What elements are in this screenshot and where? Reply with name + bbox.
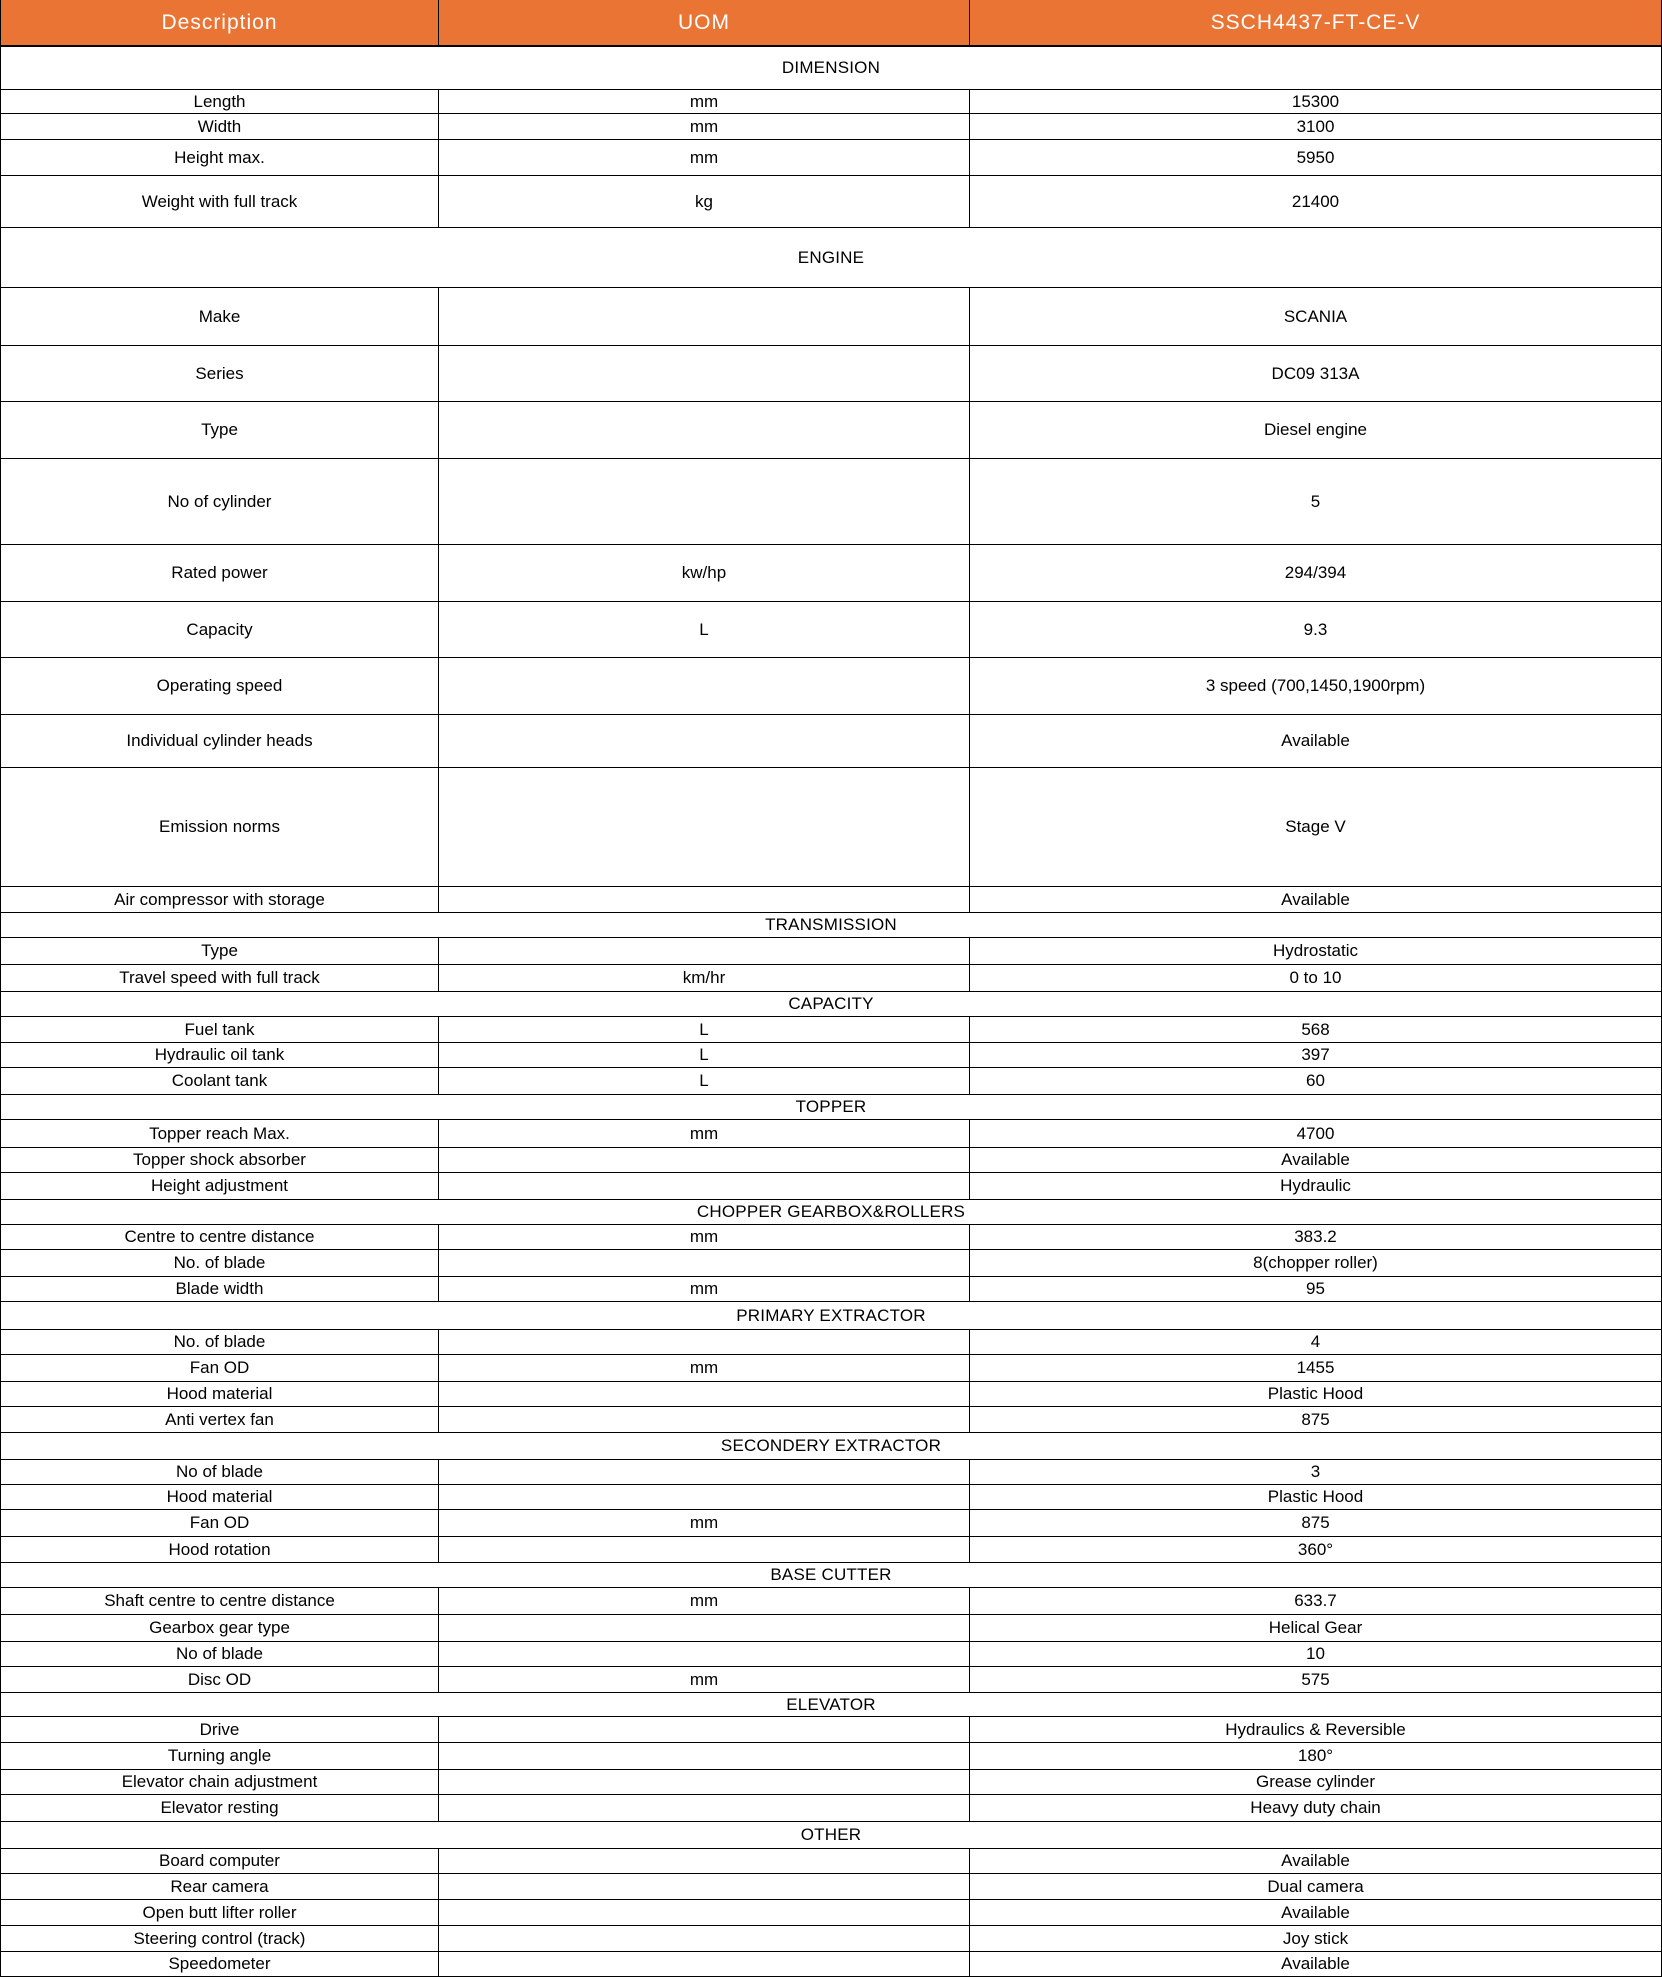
value-cell: Plastic Hood [969, 1382, 1661, 1406]
uom-cell [438, 768, 969, 886]
section-title: CHOPPER GEARBOX&ROLLERS [696, 1202, 966, 1222]
description-cell: Type [201, 941, 238, 961]
uom-cell [438, 1795, 969, 1821]
section-title: TRANSMISSION [765, 915, 897, 935]
value-cell: 60 [969, 1068, 1661, 1094]
description-cell: Speedometer [168, 1954, 271, 1974]
uom-cell: mm [438, 1510, 969, 1536]
description-cell: Blade width [175, 1279, 264, 1299]
spec-row-rated-power [1, 545, 1661, 602]
description-cell: Turning angle [167, 1746, 272, 1766]
value-cell: Helical Gear [969, 1615, 1661, 1641]
value-cell: 294/394 [969, 545, 1661, 601]
header-col-model: SSCH4437-FT-CE-V [969, 0, 1661, 45]
uom-cell [438, 1330, 969, 1354]
description-cell: Topper shock absorber [133, 1150, 306, 1170]
spec-row-no-of-blade [1, 1460, 1661, 1485]
value-cell: 3 speed (700,1450,1900rpm) [969, 658, 1661, 714]
section-title: PRIMARY EXTRACTOR [736, 1305, 926, 1325]
description-cell: Fan OD [189, 1358, 250, 1378]
spec-row-drive [1, 1717, 1661, 1743]
description-cell: Height max. [174, 147, 265, 167]
description-cell: Air compressor with storage [114, 889, 325, 909]
description-cell: Anti vertex fan [165, 1409, 274, 1429]
description-cell: Elevator resting [160, 1798, 279, 1818]
spec-row-make [1, 288, 1661, 346]
uom-cell: mm [438, 1120, 969, 1147]
value-cell: 3 [969, 1460, 1661, 1484]
spec-row-no-of-blade [1, 1250, 1661, 1277]
value-cell: Stage V [969, 768, 1661, 886]
uom-cell [438, 1900, 969, 1925]
value-cell: 383.2 [969, 1225, 1661, 1249]
description-cell: Hood rotation [168, 1539, 271, 1559]
uom-cell [438, 1615, 969, 1641]
value-cell: 360° [969, 1537, 1661, 1562]
spec-row-type [1, 402, 1661, 459]
value-cell: 8(chopper roller) [969, 1250, 1661, 1276]
value-cell: Dual camera [969, 1874, 1661, 1899]
uom-cell: kg [438, 176, 969, 227]
description-cell: Disc OD [187, 1669, 252, 1689]
spec-row-length [1, 90, 1661, 114]
uom-cell [438, 715, 969, 767]
description-cell: Coolant tank [171, 1071, 268, 1091]
spec-row-no-of-blade [1, 1330, 1661, 1355]
uom-cell: mm [438, 1277, 969, 1301]
value-cell: 180° [969, 1743, 1661, 1769]
value-cell: 633.7 [969, 1588, 1661, 1614]
spec-row-board-computer [1, 1849, 1661, 1874]
spec-row-topper-reach-max [1, 1120, 1661, 1148]
spec-row-topper-shock-absorber [1, 1148, 1661, 1173]
description-cell: Hydraulic oil tank [154, 1045, 285, 1065]
value-cell: 0 to 10 [969, 965, 1661, 991]
description-cell: Travel speed with full track [119, 968, 320, 988]
spec-row-disc-od [1, 1667, 1661, 1693]
uom-cell: mm [438, 1588, 969, 1614]
description-cell: Drive [199, 1719, 240, 1739]
spec-row-no-of-blade [1, 1642, 1661, 1667]
uom-cell: mm [438, 1667, 969, 1692]
uom-cell [438, 459, 969, 544]
section-row-other [1, 1822, 1661, 1849]
spec-row-hood-rotation [1, 1537, 1661, 1563]
spec-row-anti-vertex-fan [1, 1407, 1661, 1433]
spec-row-turning-angle [1, 1743, 1661, 1770]
uom-cell: L [438, 602, 969, 657]
spec-row-hydraulic-oil-tank [1, 1043, 1661, 1068]
spec-row-width [1, 114, 1661, 140]
spec-row-fan-od [1, 1355, 1661, 1382]
uom-cell: mm [438, 1355, 969, 1381]
uom-cell [438, 1952, 969, 1976]
uom-cell: kw/hp [438, 545, 969, 601]
uom-cell: mm [438, 90, 969, 113]
section-row-base-cutter [1, 1563, 1661, 1588]
description-cell: Operating speed [156, 676, 283, 696]
value-cell: 10 [969, 1642, 1661, 1666]
uom-cell: L [438, 1017, 969, 1042]
uom-cell [438, 1460, 969, 1484]
description-cell: Rear camera [170, 1876, 269, 1896]
spec-row-open-butt-lifter-roller [1, 1900, 1661, 1926]
description-cell: Capacity [186, 619, 253, 639]
uom-cell [438, 1382, 969, 1406]
section-row-capacity [1, 992, 1661, 1017]
value-cell: Heavy duty chain [969, 1795, 1661, 1821]
description-cell: Emission norms [159, 817, 280, 837]
description-cell: No of blade [176, 1462, 263, 1482]
section-title: DIMENSION [781, 58, 881, 78]
value-cell: 875 [969, 1407, 1661, 1432]
header-col-description: Description [161, 10, 278, 34]
spec-row-travel-speed-with-full-track [1, 965, 1661, 992]
value-cell: 875 [969, 1510, 1661, 1536]
section-row-dimension [1, 47, 1661, 90]
section-title: BASE CUTTER [770, 1565, 892, 1585]
spec-row-blade-width [1, 1277, 1661, 1302]
spec-row-air-compressor-with-storage [1, 887, 1661, 913]
uom-cell [438, 1642, 969, 1666]
section-row-topper [1, 1095, 1661, 1120]
uom-cell [438, 1849, 969, 1873]
value-cell: Available [969, 1148, 1661, 1172]
spec-row-series [1, 346, 1661, 402]
spec-row-elevator-resting [1, 1795, 1661, 1822]
uom-cell: km/hr [438, 965, 969, 991]
spec-row-individual-cylinder-heads [1, 715, 1661, 768]
spec-row-speedometer [1, 1952, 1661, 1977]
description-cell: Weight with full track [141, 191, 298, 211]
value-cell: Available [969, 887, 1661, 912]
value-cell: DC09 313A [969, 346, 1661, 401]
table-header-row [1, 0, 1661, 47]
uom-cell [438, 1717, 969, 1742]
spec-row-height-max [1, 140, 1661, 176]
spec-row-fuel-tank [1, 1017, 1661, 1043]
section-title: SECONDERY EXTRACTOR [720, 1436, 942, 1456]
description-cell: Steering control (track) [133, 1928, 306, 1948]
value-cell: SCANIA [969, 288, 1661, 345]
header-col-uom: UOM [438, 0, 969, 45]
value-cell: 397 [969, 1043, 1661, 1067]
description-cell: No of cylinder [167, 491, 272, 511]
uom-cell [438, 1537, 969, 1562]
description-cell: Individual cylinder heads [126, 731, 313, 751]
description-cell: No. of blade [173, 1253, 266, 1273]
description-cell: Elevator chain adjustment [121, 1772, 318, 1792]
description-cell: Hood material [166, 1487, 273, 1507]
description-cell: Fan OD [189, 1513, 250, 1533]
value-cell: 5950 [969, 140, 1661, 175]
uom-cell [438, 1407, 969, 1432]
uom-cell: L [438, 1043, 969, 1067]
uom-cell [438, 1874, 969, 1899]
description-cell: No. of blade [173, 1332, 266, 1352]
value-cell: 1455 [969, 1355, 1661, 1381]
uom-cell [438, 288, 969, 345]
table-body [1, 47, 1661, 1977]
uom-cell [438, 402, 969, 458]
value-cell: 568 [969, 1017, 1661, 1042]
uom-cell: L [438, 1068, 969, 1094]
spec-row-gearbox-gear-type [1, 1615, 1661, 1642]
spec-row-centre-to-centre-distance [1, 1225, 1661, 1250]
uom-cell [438, 1770, 969, 1794]
description-cell: Gearbox gear type [149, 1618, 290, 1638]
spec-row-operating-speed [1, 658, 1661, 715]
spec-row-hood-material [1, 1382, 1661, 1407]
value-cell: 95 [969, 1277, 1661, 1301]
description-cell: Fuel tank [184, 1019, 255, 1039]
uom-cell: mm [438, 1225, 969, 1249]
description-cell: Board computer [159, 1851, 280, 1871]
value-cell: Available [969, 1900, 1661, 1925]
section-title: OTHER [800, 1825, 862, 1845]
section-row-chopper-gearbox-rollers [1, 1200, 1661, 1225]
uom-cell [438, 658, 969, 714]
description-cell: Hood material [166, 1384, 273, 1404]
spec-row-coolant-tank [1, 1068, 1661, 1095]
value-cell: 575 [969, 1667, 1661, 1692]
value-cell: 3100 [969, 114, 1661, 139]
spec-row-no-of-cylinder [1, 459, 1661, 545]
description-cell: Open butt lifter roller [142, 1902, 297, 1922]
value-cell: 15300 [969, 90, 1661, 113]
uom-cell [438, 1173, 969, 1199]
spec-row-hood-material [1, 1485, 1661, 1510]
description-cell: Length [193, 91, 246, 111]
section-title: ENGINE [797, 247, 865, 267]
spec-row-shaft-centre-to-centre-distance [1, 1588, 1661, 1615]
spec-row-emission-norms [1, 768, 1661, 887]
value-cell: Available [969, 1849, 1661, 1873]
spec-row-height-adjustment [1, 1173, 1661, 1200]
value-cell: Hydrostatic [969, 938, 1661, 964]
uom-cell [438, 1148, 969, 1172]
value-cell: 4700 [969, 1120, 1661, 1147]
value-cell: Diesel engine [969, 402, 1661, 458]
description-cell: Height adjustment [150, 1176, 289, 1196]
description-cell: Make [198, 306, 241, 326]
description-cell: No of blade [176, 1644, 263, 1664]
section-row-primary-extractor [1, 1302, 1661, 1330]
value-cell: Available [969, 1952, 1661, 1976]
description-cell: Centre to centre distance [124, 1227, 315, 1247]
uom-cell [438, 1485, 969, 1509]
value-cell: Grease cylinder [969, 1770, 1661, 1794]
spec-row-rear-camera [1, 1874, 1661, 1900]
value-cell: 4 [969, 1330, 1661, 1354]
description-cell: Rated power [171, 563, 268, 583]
uom-cell: mm [438, 114, 969, 139]
value-cell: 9.3 [969, 602, 1661, 657]
uom-cell [438, 1743, 969, 1769]
description-cell: Shaft centre to centre distance [104, 1591, 335, 1611]
section-row-engine [1, 228, 1661, 288]
section-row-secondery-extractor [1, 1433, 1661, 1460]
section-title: TOPPER [795, 1097, 867, 1117]
spec-row-weight-with-full-track [1, 176, 1661, 228]
description-cell: Topper reach Max. [149, 1123, 290, 1143]
spec-row-type [1, 938, 1661, 965]
description-cell: Type [201, 420, 238, 440]
section-row-elevator [1, 1693, 1661, 1717]
uom-cell [438, 887, 969, 912]
description-cell: Series [195, 363, 244, 383]
value-cell: 21400 [969, 176, 1661, 227]
value-cell: Hydraulics & Reversible [969, 1717, 1661, 1742]
uom-cell [438, 1250, 969, 1276]
uom-cell [438, 346, 969, 401]
uom-cell [438, 1926, 969, 1951]
value-cell: Hydraulic [969, 1173, 1661, 1199]
value-cell: Plastic Hood [969, 1485, 1661, 1509]
spec-row-capacity [1, 602, 1661, 658]
spec-row-elevator-chain-adjustment [1, 1770, 1661, 1795]
value-cell: 5 [969, 459, 1661, 544]
section-row-transmission [1, 913, 1661, 938]
section-title: CAPACITY [788, 994, 874, 1014]
value-cell: Joy stick [969, 1926, 1661, 1951]
spec-row-steering-control-track [1, 1926, 1661, 1952]
uom-cell: mm [438, 140, 969, 175]
uom-cell [438, 938, 969, 964]
section-title: ELEVATOR [786, 1694, 876, 1714]
description-cell: Width [197, 116, 242, 136]
spec-row-fan-od [1, 1510, 1661, 1537]
value-cell: Available [969, 715, 1661, 767]
